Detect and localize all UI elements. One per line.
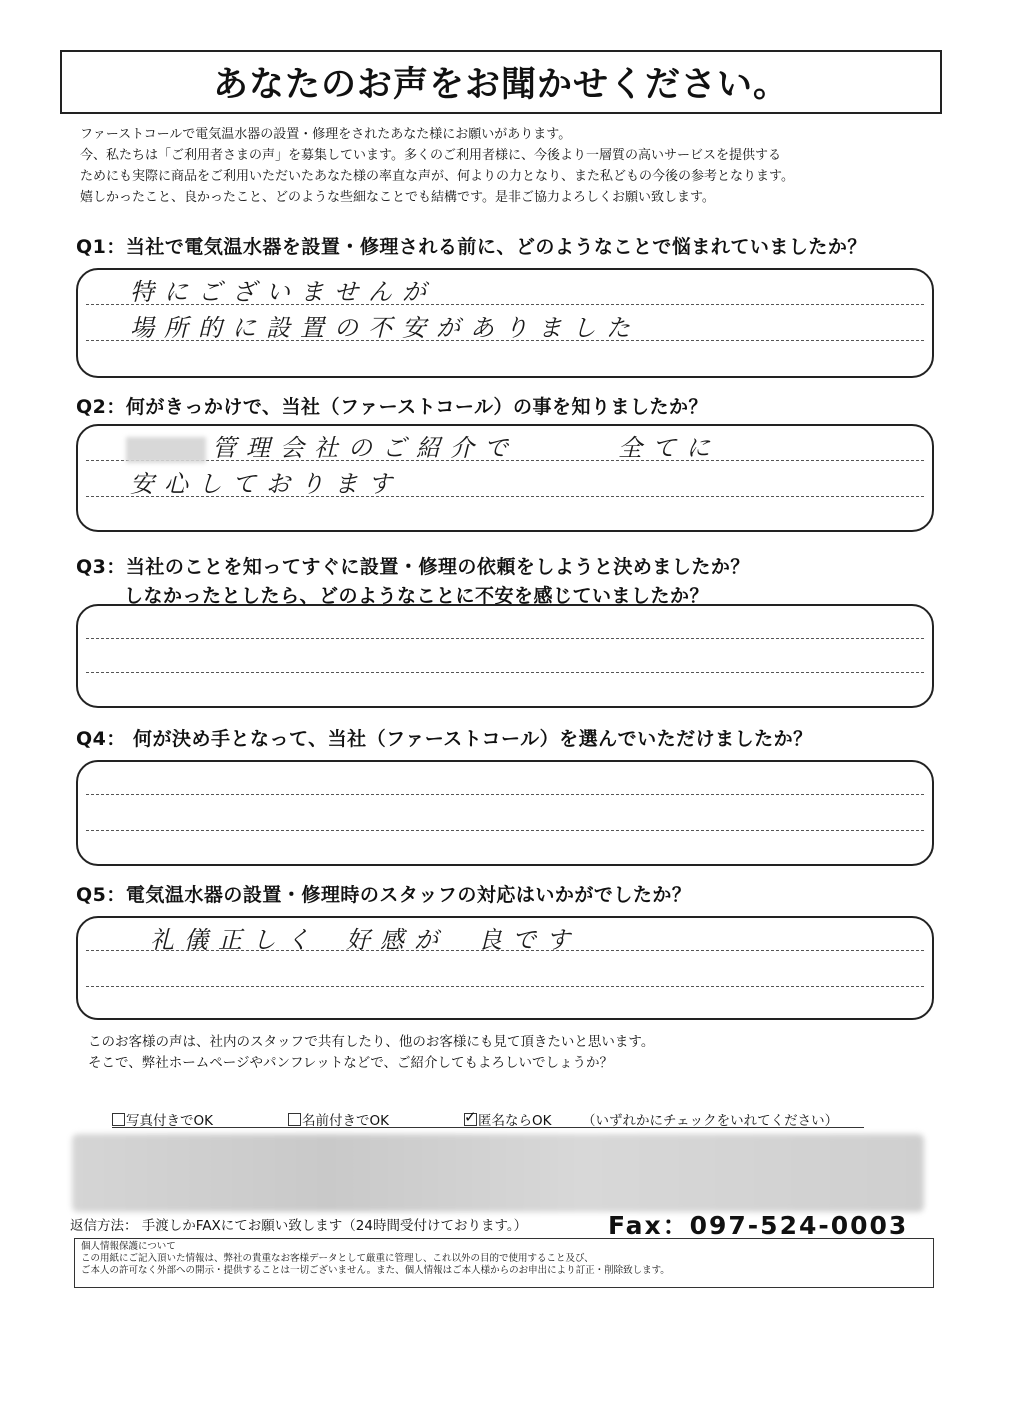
page-title: あなたのお声をお聞かせください。 [212, 65, 789, 105]
answer-box-2[interactable] [76, 424, 934, 532]
answer-2-line-1: 管理会社のご紹介で [126, 428, 518, 463]
consent-photo[interactable]: 写真付きでOK [112, 1109, 213, 1129]
checked-checkbox-icon[interactable] [464, 1113, 477, 1126]
answer-box-5[interactable] [76, 916, 934, 1020]
closing-text [88, 1032, 654, 1074]
return-method: 返信方法： 手渡しかFAXにてお願い致します（24時間受付けております。） [70, 1218, 528, 1234]
intro-line: ためにも実際に商品をご利用いただいたあなた様の率直な声が、何よりの力となり、また私どもの今後の参考となります。 [80, 169, 794, 184]
privacy-heading: 個人情報保護について [81, 1241, 176, 1252]
answer-1-line-1: 特にございませんが [130, 278, 436, 306]
question-4: Q4： 何が決め手となって、当社（ファーストコール）を選んでいただけましたか？ [76, 728, 813, 750]
answer-rule [86, 638, 924, 639]
answer-rule [86, 830, 924, 831]
intro-line: ファーストコールで電気温水器の設置・修理をされたあなた様にお願いがあります。 [80, 127, 572, 142]
checkbox-icon[interactable] [288, 1113, 301, 1126]
checkbox-icon[interactable] [112, 1113, 125, 1126]
redacted-customer-info [72, 1134, 924, 1212]
consent-name[interactable]: 名前付きでOK [288, 1109, 389, 1129]
question-2: Q2：何がきっかけで、当社（ファーストコール）の事を知りましたか？ [76, 396, 709, 418]
answer-1-line-2: 場所的に設置の不安がありました [130, 314, 640, 342]
question-3 [76, 552, 750, 608]
title-box [60, 50, 942, 114]
answer-5-line-1b: 好感が [346, 926, 448, 954]
intro-line: 今、私たちは「ご利用者さまの声」を募集しています。多くのご利用者様に、今後より一層質の高いサービスを提供する [80, 148, 781, 163]
privacy-line: ご本人の許可なく外部への開示・提供することは一切ございません。また、個人情報はご本人様からのお申出により訂正・削除致します。 [81, 1265, 670, 1276]
fax-number: Fax：097-524-0003 [608, 1211, 909, 1240]
answer-rule [86, 986, 924, 987]
question-3-line-2: しなかったとしたら、どのようなことに不安を感じていましたか？ [124, 585, 710, 607]
privacy-line: この用紙にご記入頂いた情報は、弊社の貴重なお客様データとして厳重に管理し、これ以外の目的で使用すること及び、 [81, 1253, 594, 1264]
answer-5-line-1: 礼儀正しく [150, 926, 320, 954]
answer-5-line-1c: 良です [478, 926, 580, 954]
answer-box-1[interactable] [76, 268, 934, 378]
answer-2-line-1b: 全てに [618, 434, 720, 462]
question-1: Q1：当社で電気温水器を設置・修理される前に、どのようなことで悩まれていましたか？ [76, 236, 867, 258]
consent-options [112, 1109, 864, 1128]
answer-rule [86, 794, 924, 795]
privacy-notice [74, 1238, 934, 1288]
answer-box-3[interactable] [76, 604, 934, 708]
closing-line: このお客様の声は、社内のスタッフで共有したり、他のお客様にも見て頂きたいと思います。 [88, 1034, 655, 1050]
answer-2-line-2: 安心しております [130, 470, 402, 498]
consent-note: （いずれかにチェックをいれてください） [582, 1113, 839, 1129]
intro-line: 嬉しかったこと、良かったこと、どのような些細なことでも結構です。是非ご協力よろしくお願い致します。 [80, 190, 715, 205]
redacted-name [126, 437, 206, 463]
intro-text [80, 124, 960, 208]
answer-box-4[interactable] [76, 760, 934, 866]
question-3-line-1: Q3：当社のことを知ってすぐに設置・修理の依頼をしようと決めましたか？ [76, 556, 750, 578]
consent-anonymous[interactable]: ✓ 匿名ならOK [464, 1109, 551, 1129]
answer-rule [86, 672, 924, 673]
closing-line: そこで、弊社ホームページやパンフレットなどで、ご紹介してもよろしいでしょうか？ [88, 1055, 614, 1071]
question-5: Q5：電気温水器の設置・修理時のスタッフの対応はいかがでしたか？ [76, 884, 692, 906]
